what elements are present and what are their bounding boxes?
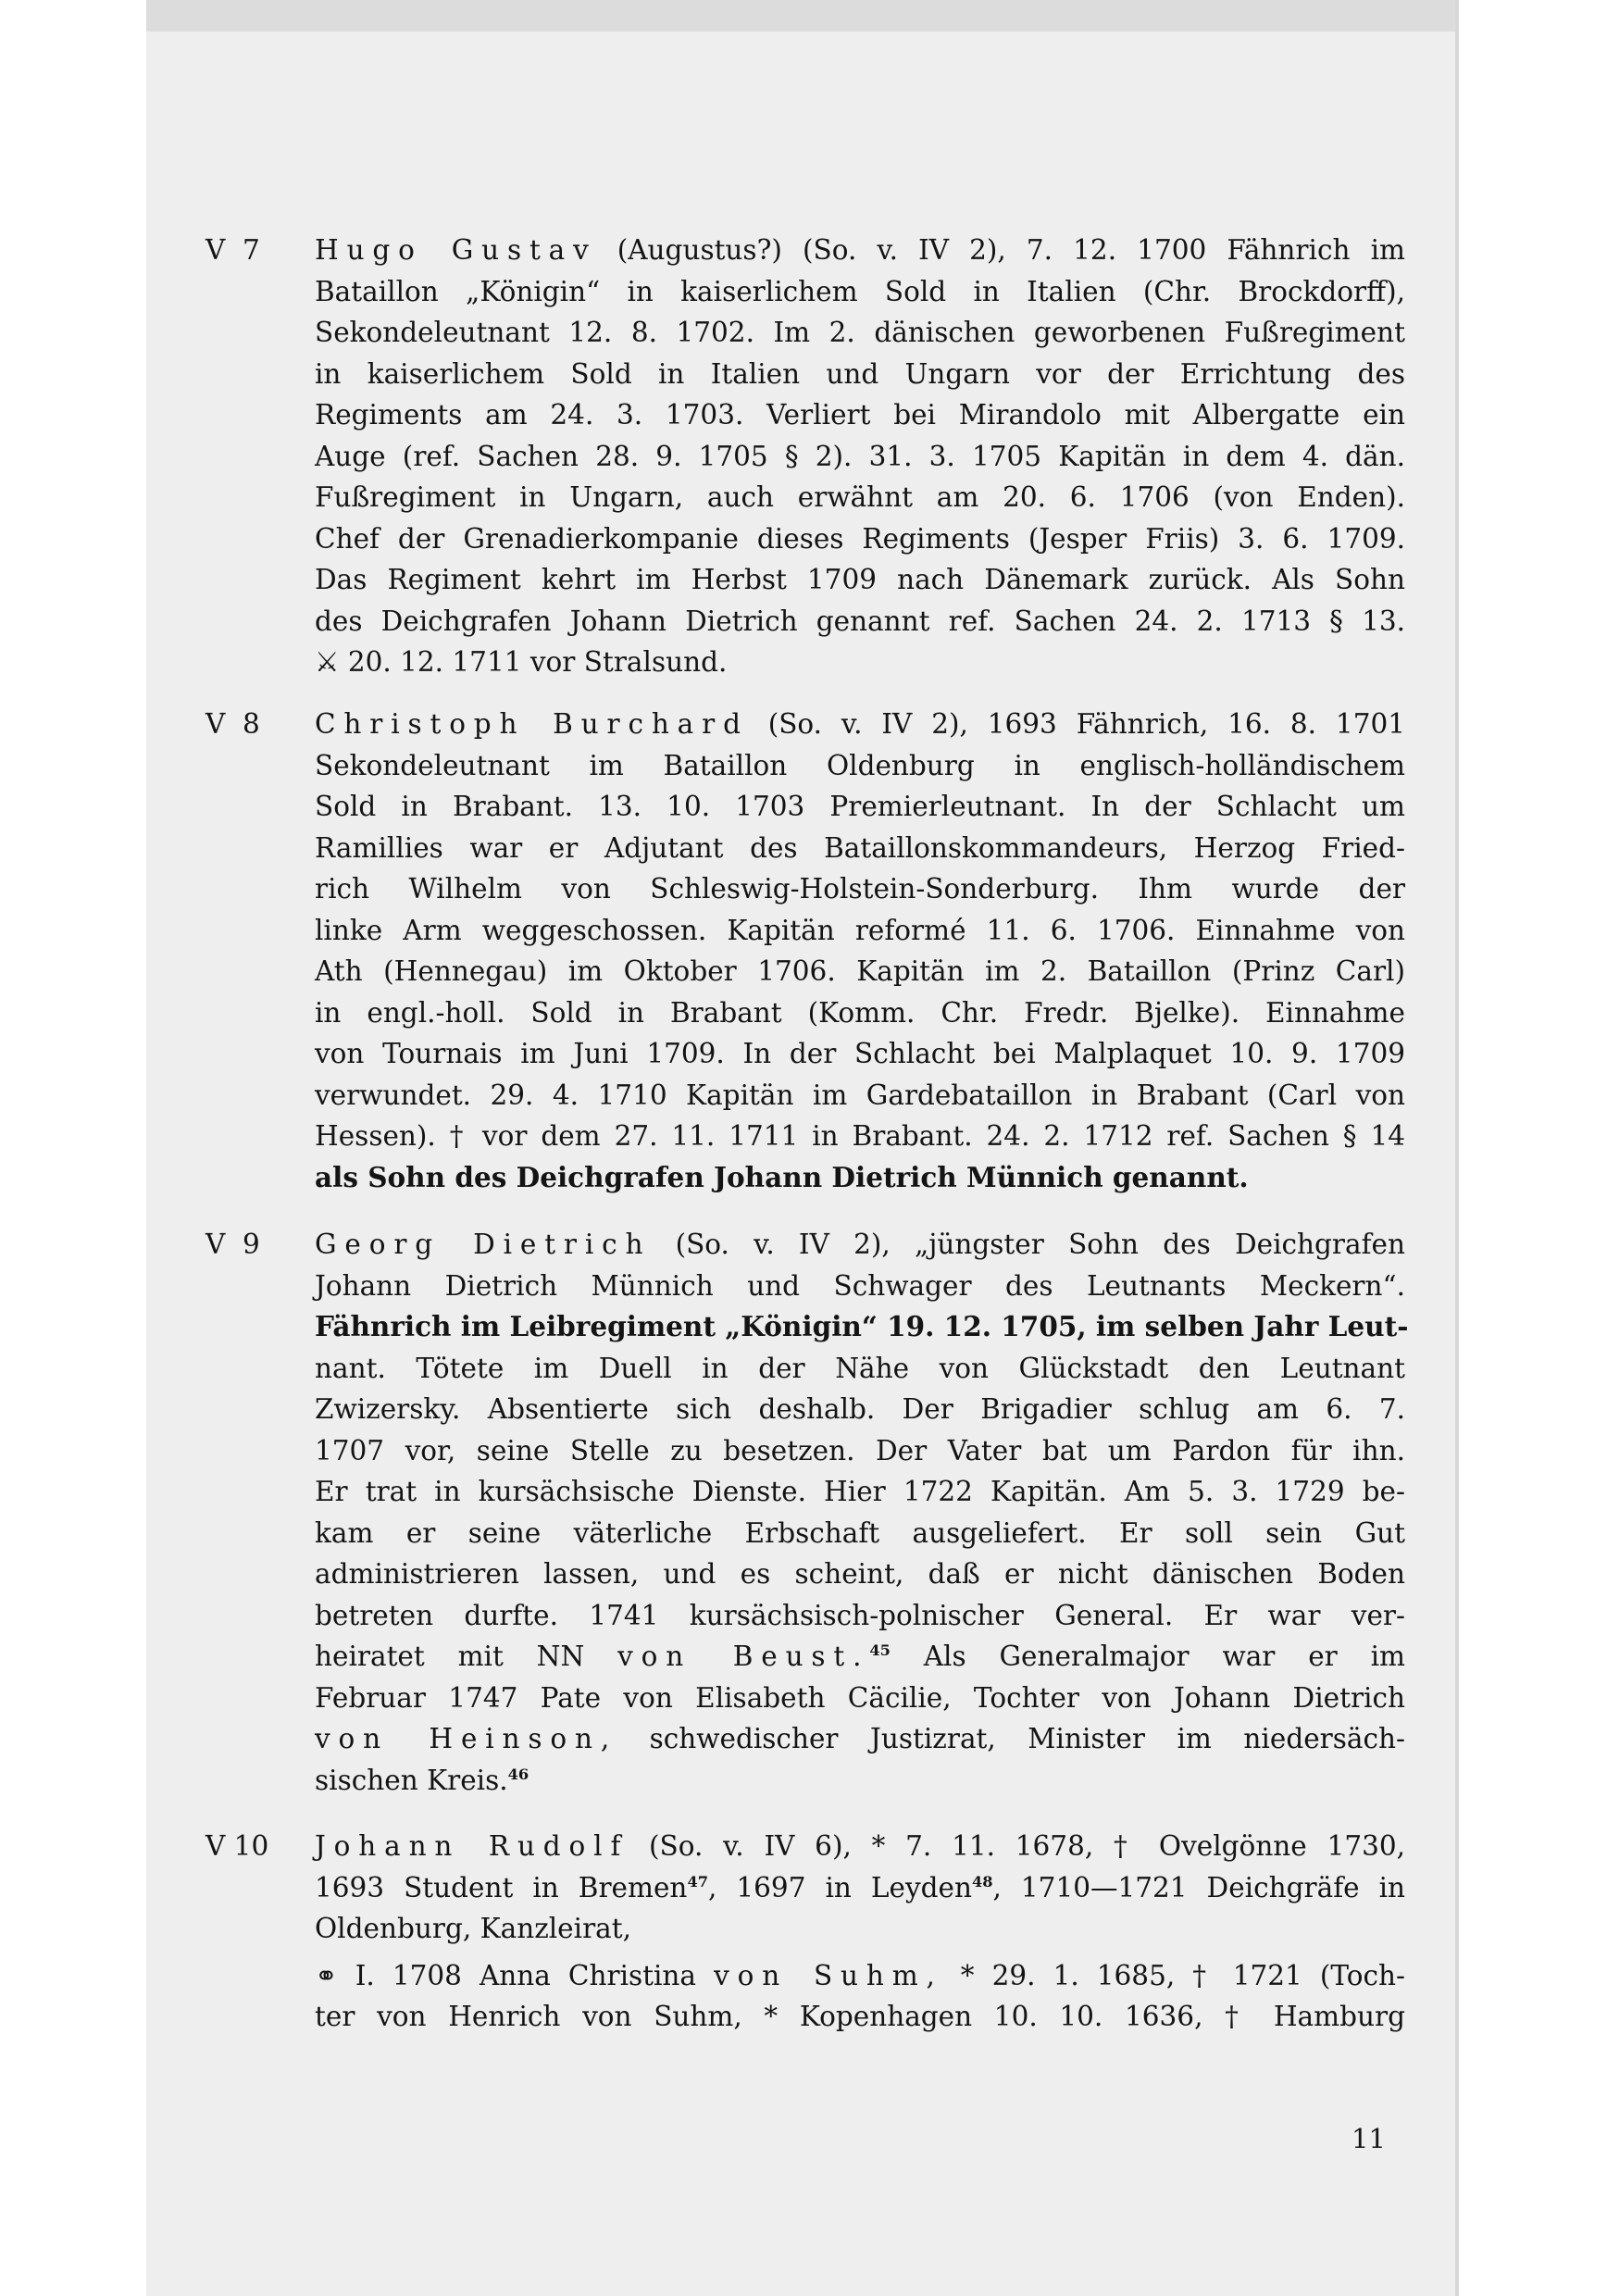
footnote-ref: 48 (971, 1872, 993, 1890)
entry-number: V 10 (206, 1830, 269, 1862)
person-name: von Heinson, (315, 1723, 618, 1754)
entry-number: V 7 (206, 234, 260, 266)
footnote-ref: 47 (687, 1872, 709, 1890)
entry-text: Georg Dietrich (So. v. IV 2), „jüngster Sohn des Deichgrafen Johann Dietrich Münnich und Schwager des Leutnants Meckern“. Fähnrich im Leibregiment „Königin“ 19. 12. 1705, im selben Jahr Leut- nant. Tötete im Duell in der Nähe von Glückstadt den Leutnant Zwizersky. Absentierte sich deshalb. Der Brigadier schlug am 6. 7. 1707 vor, seine Stelle zu besetzen. Der Vater bat um Pardon für ihn. Er trat in kursächsische Dienste. Hier 1722 Kapitän. Am 5. 3. 1729 be- kam er seine väterliche Erbschaft ausgeliefert. Er soll sein Gut administrieren lassen, und es scheint, daß er nicht dänischen Boden betreten durfte. 1741 kursächsisch-polnischer General. Er war ver- heiratet mit NN von Beust.$^{45}$ Als Generalmajor war er im Februar 1747 Pate von Elisabeth Cäcilie, Tochter von Johann Dietrich von Heinson, schwedischer Justizrat, Minister im niedersäch- sischen Kreis.$^{46}$ (315, 1229, 1409, 1796)
entry-text: Christoph Burchard (So. v. IV 2), 1693 Fähnrich, 16. 8. 1701 Sekondeleutnant im Bataillon Oldenburg in englisch-holländischem Sold in Brabant. 13. 10. 1703 Premierleutnant. In der Schlacht um Ramillies war er Adjutant des Bataillonskommandeurs, Herzog Fried- rich Wilhelm von Schleswig-Holstein-Sonderburg. Ihm wurde der linke Arm weggeschossen. Kapitän reformé 11. 6. 1706. Einnahme von Ath (Hennegau) im Oktober 1706. Kapitän im 2. Bataillon (Prinz Carl) in engl.-holl. Sold in Brabant (Komm. Chr. Fredr. Bjelke). Einnahme von Tournais im Juni 1709. In der Schlacht bei Malplaquet 10. 9. 1709 verwundet. 29. 4. 1710 Kapitän im Gardebataillon in Brabant (Carl von Hessen). † vor dem 27. 11. 1711 in Brabant. 24. 2. 1712 ref. Sachen § 14 als Sohn des Deichgrafen Johann Dietrich Münnich genannt. (315, 708, 1405, 1193)
person-name: Georg Dietrich (315, 1229, 652, 1260)
footnote-ref: 45 (869, 1641, 891, 1660)
entry-text: Hugo Gustav (Augustus?) (So. v. IV 2), 7. 12. 1700 Fähnrich im Bataillon „Königin“ in kaiserlichem Sold in Italien (Chr. Brockdorff), Sekondeleutnant 12. 8. 1702. Im 2. dänischen geworbenen Fußregiment in kaiserlichem Sold in Italien und Ungarn vor der Errichtung des Regiments am 24. 3. 1703. Verliert bei Mirandolo mit Albergatte ein Auge (ref. Sachen 28. 9. 1705 § 2). 31. 3. 1705 Kapitän in dem 4. dän. Fußregiment in Ungarn, auch erwähnt am 20. 6. 1706 (von Enden). Chef der Grenadierkompanie dieses Regiments (Jesper Friis) 3. 6. 1709. Das Regiment kehrt im Herbst 1709 nach Dänemark zurück. Als Sohn des Deichgrafen Johann Dietrich genannt ref. Sachen 24. 2. 1713 § 13. ⚔ 20. 12. 1711 vor Stralsund. (315, 234, 1405, 678)
entry-number: V 8 (206, 708, 260, 740)
entry-number: V 9 (206, 1229, 260, 1260)
person-name: Hugo Gustav (315, 234, 597, 266)
person-name: von Suhm, (714, 1959, 943, 1991)
page-number: 11 (1352, 2123, 1386, 2154)
person-name: von Beust. (617, 1641, 870, 1672)
person-name: Johann Rudolf (315, 1830, 629, 1862)
entry-text: Johann Rudolf (So. v. IV 6), * 7. 11. 1678, † Ovelgönne 1730, 1693 Student in Bremen$^{47}$, 1697 in Leyden$^{48}$, 1710—1721 Deichgräfe in Oldenburg, Kanzleirat, ⚭ I. 1708 Anna Christina von Suhm, * 29. 1. 1685, † 1721 (Toch- ter von Henrich von Suhm, * Kopenhagen 10. 10. 1636, † Hamburg (315, 1830, 1406, 2032)
person-name: Christoph Burchard (315, 708, 749, 740)
footnote-ref: 46 (507, 1765, 529, 1783)
